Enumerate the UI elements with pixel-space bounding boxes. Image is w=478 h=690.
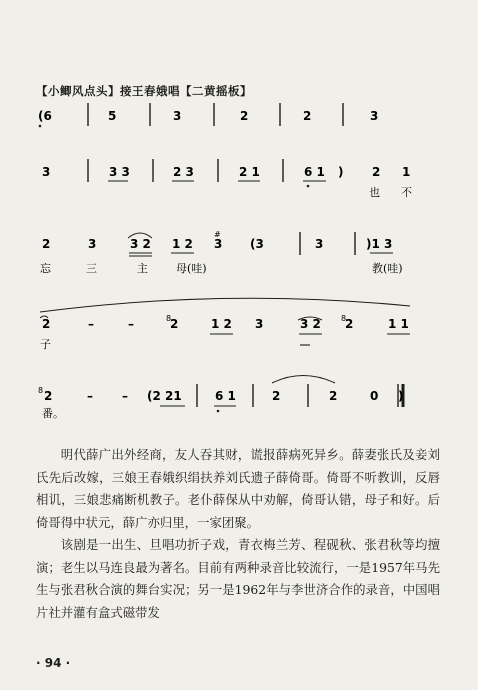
note: 2 xyxy=(170,317,179,331)
note: 2 1 xyxy=(239,165,260,179)
grace-mark: 8 xyxy=(38,386,44,395)
note: 2 xyxy=(303,109,312,123)
lyric: 子 xyxy=(40,338,51,351)
note: 2 xyxy=(44,389,53,403)
note: 3 xyxy=(88,237,97,251)
lyric: 三 xyxy=(86,262,97,275)
grace-mark: # xyxy=(214,230,221,239)
score-row-5 xyxy=(42,389,403,420)
note: (2 21 xyxy=(147,389,182,403)
note: – xyxy=(88,317,94,331)
note: – xyxy=(128,317,134,331)
note: 3 xyxy=(42,165,51,179)
note: 3 2 xyxy=(300,317,321,331)
note: 6 1 xyxy=(304,165,325,179)
note: 2 xyxy=(329,389,338,403)
beam-underlines xyxy=(108,181,410,406)
note: – xyxy=(87,389,93,403)
note: 1 xyxy=(402,165,411,179)
note: 0 xyxy=(370,389,379,403)
score-row-3 xyxy=(40,237,403,275)
note: (6 xyxy=(38,109,52,123)
note: 2 3 xyxy=(173,165,194,179)
note: 6 1 xyxy=(215,389,236,403)
bar-lines xyxy=(88,103,403,407)
note: 2 xyxy=(42,237,51,251)
lyric: 教(哇) xyxy=(372,262,403,275)
note: ) xyxy=(398,389,404,403)
paragraph-plot: 明代薛广出外经商，友人吞其财，谎报薛病死异乡。薛妻张氏及妾刘氏先后改嫁，三娘王春娥织绢扶养刘氏遗子薛倚哥。倚哥不听教训，反唇相讥，三娘悲痛断机教子。老仆薛保从中劝解，倚哥认错，母子和好。后倚哥得中状元，薛广亦归里，一家团聚。 xyxy=(36,447,440,530)
grace-mark: 8 xyxy=(341,314,347,323)
note: 3 xyxy=(315,237,324,251)
note: 2 xyxy=(372,165,381,179)
page-number: · 94 · xyxy=(36,656,71,670)
lyric: 不 xyxy=(401,186,412,199)
note: )1 3 xyxy=(366,237,393,251)
commentary-text xyxy=(36,444,440,624)
lyric: 忘 xyxy=(40,262,51,275)
note: 3 2 xyxy=(130,237,151,251)
note: (3 xyxy=(250,237,264,251)
lyric: 番。 xyxy=(42,407,64,420)
note: 2 xyxy=(345,317,354,331)
paragraph-performance: 该剧是一出生、旦唱功折子戏，青衣梅兰芳、程砚秋、张君秋等均擅演；老生以马连良最为著名。目前有两种录音比较流行，一是1957年马先生与张君秋合演的舞台实况；另一是1962年与李世济合作的录音，中国唱片社并灌有盒式磁带发 xyxy=(36,537,440,620)
lyric: 也 xyxy=(369,186,380,199)
note: 3 3 xyxy=(109,165,130,179)
note: 2 xyxy=(272,389,281,403)
note: – xyxy=(122,389,128,403)
score-header: 【小鲫风点头】接王春娥唱【二黄摇板】 xyxy=(36,84,252,98)
score-row-1 xyxy=(38,109,378,123)
note: 1 2 xyxy=(211,317,232,331)
note: 1 1 xyxy=(388,317,409,331)
note: 3 xyxy=(370,109,379,123)
score-row-2 xyxy=(42,165,412,199)
lyric: 母(哇) xyxy=(176,262,207,275)
grace-mark: 8 xyxy=(166,314,172,323)
note: 3 xyxy=(255,317,264,331)
note: 2 xyxy=(240,109,249,123)
slurs xyxy=(40,233,410,383)
note: 3 xyxy=(214,237,223,251)
note: 2 xyxy=(42,317,51,331)
note: 3 xyxy=(173,109,182,123)
lyric: 主 xyxy=(137,262,148,275)
note: 1 2 xyxy=(172,237,193,251)
note: 5 xyxy=(108,109,117,123)
note: ) xyxy=(338,165,344,179)
